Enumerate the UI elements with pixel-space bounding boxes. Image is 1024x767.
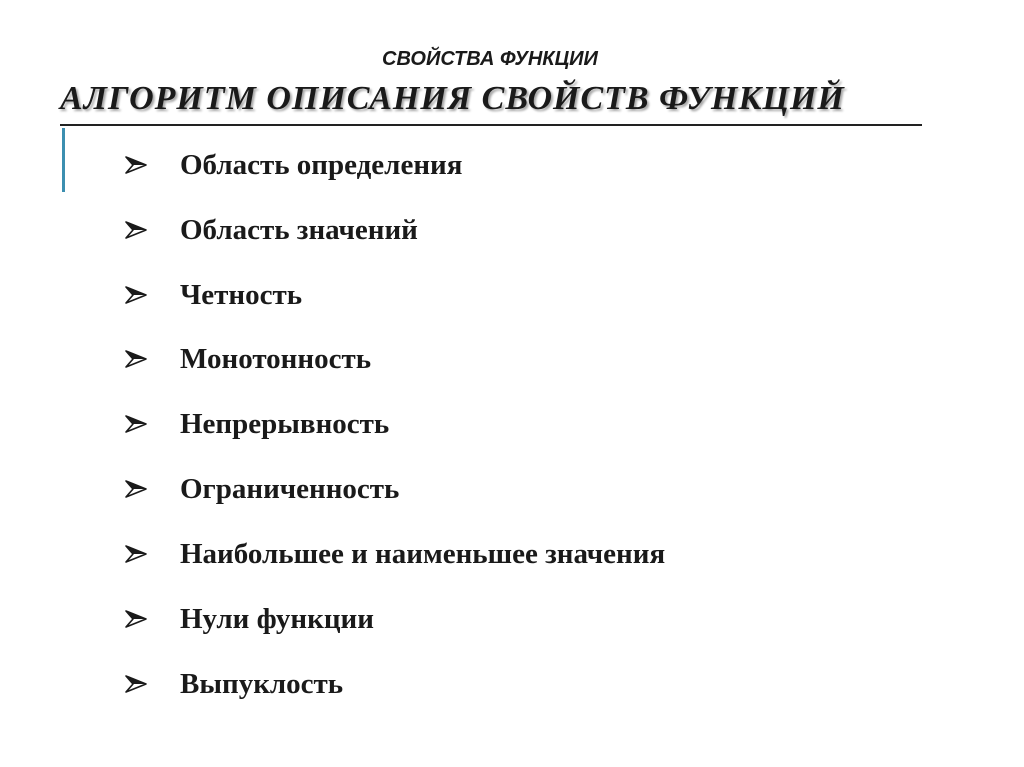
list-item bbox=[124, 601, 374, 637]
arrowhead-bullet-icon bbox=[124, 155, 148, 175]
list-item bbox=[124, 471, 399, 507]
arrowhead-bullet-icon bbox=[124, 544, 148, 564]
list-item-label: Наибольшее и наименьшее значения bbox=[180, 537, 666, 570]
slide-header: СВОЙСТВА ФУНКЦИИ bbox=[382, 48, 598, 70]
list-item-label: Непрерывность bbox=[180, 407, 390, 440]
list-item-label: Ограниченность bbox=[180, 472, 400, 505]
page-title: АЛГОРИТМ ОПИСАНИЯ СВОЙСТВ ФУНКЦИЙ bbox=[60, 80, 845, 117]
list-item bbox=[124, 536, 665, 572]
arrowhead-bullet-icon bbox=[124, 414, 148, 434]
list-item bbox=[124, 147, 462, 183]
list-item bbox=[124, 212, 418, 248]
title-underline bbox=[60, 124, 922, 126]
list-item-label: Область значений bbox=[180, 213, 418, 246]
arrowhead-bullet-icon bbox=[124, 285, 148, 305]
arrowhead-bullet-icon bbox=[124, 220, 148, 240]
list-item bbox=[124, 277, 302, 313]
list-item-label: Нули функции bbox=[180, 602, 374, 635]
list-item bbox=[124, 406, 389, 442]
arrowhead-bullet-icon bbox=[124, 674, 148, 694]
list-item-label: Монотонность bbox=[180, 342, 372, 375]
list-item-label: Четность bbox=[180, 278, 303, 311]
accent-line bbox=[62, 128, 65, 192]
arrowhead-bullet-icon bbox=[124, 609, 148, 629]
list-item bbox=[124, 341, 371, 377]
list-item bbox=[124, 666, 343, 702]
list-item-label: Выпуклость bbox=[180, 667, 344, 700]
arrowhead-bullet-icon bbox=[124, 479, 148, 499]
list-item-label: Область определения bbox=[180, 148, 463, 181]
arrowhead-bullet-icon bbox=[124, 349, 148, 369]
